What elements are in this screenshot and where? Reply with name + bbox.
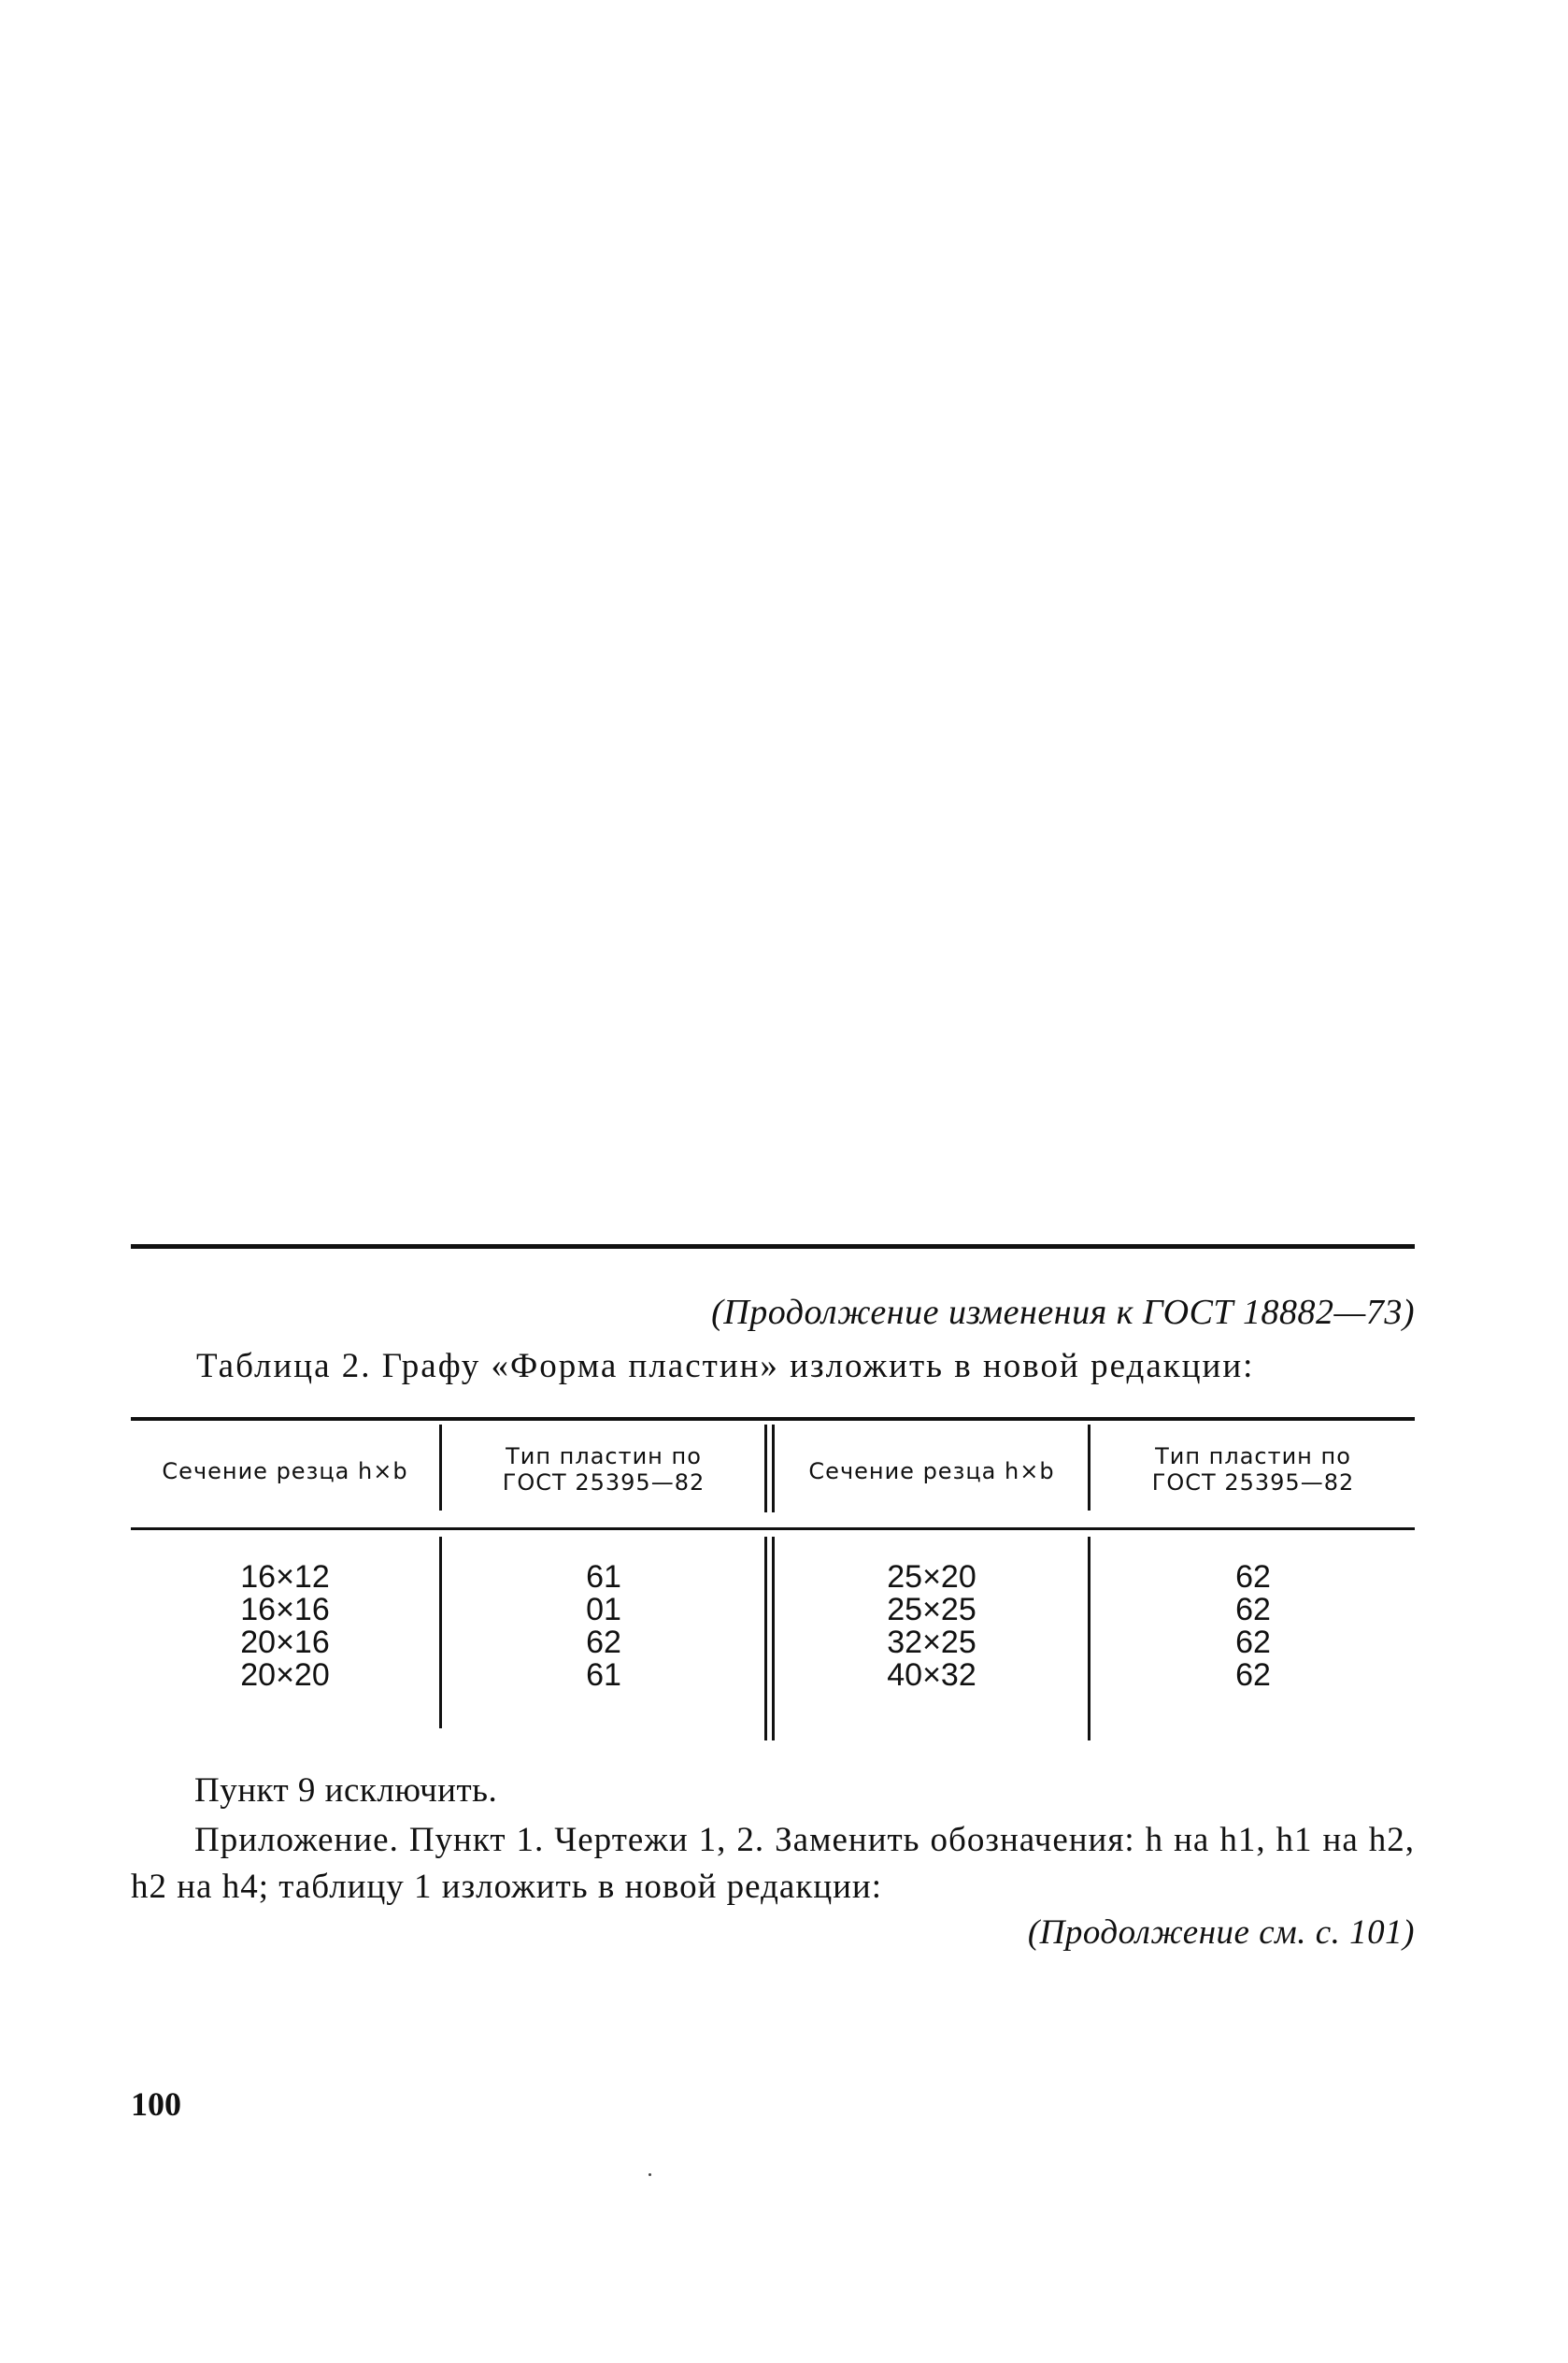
- col-separator-1b: [439, 1537, 442, 1728]
- column-section-1: [131, 1561, 439, 1692]
- table-cell: 20×20: [240, 1657, 330, 1693]
- table-cell: 62: [1235, 1559, 1271, 1595]
- page-number: 100: [131, 2085, 181, 2123]
- header-type-2-line2: ГОСТ 25395—82: [1151, 1469, 1355, 1496]
- table-cell: 25×20: [887, 1559, 976, 1595]
- col-separator-1: [439, 1425, 442, 1511]
- table-cell: 20×16: [240, 1625, 330, 1660]
- col-separator-2b: [772, 1425, 775, 1512]
- top-rule: [131, 1244, 1415, 1249]
- col-separator-2c: [764, 1537, 767, 1740]
- table-header-rule: [131, 1527, 1415, 1530]
- table-cell: 16×12: [240, 1559, 330, 1595]
- header-type-1-line2: ГОСТ 25395—82: [502, 1469, 706, 1496]
- table-cell: 25×25: [887, 1592, 976, 1627]
- table-cell: 40×32: [887, 1657, 976, 1693]
- header-section-2: Сечение резца h×b: [808, 1458, 1055, 1484]
- header-type-2-line1: Тип пластин по: [1155, 1443, 1351, 1469]
- col-separator-3b: [1088, 1537, 1090, 1740]
- continuation-header: (Продолжение изменения к ГОСТ 18882—73): [711, 1293, 1415, 1332]
- table-cell: 16×16: [240, 1592, 330, 1627]
- column-type-2: [1091, 1561, 1415, 1692]
- table-top-rule: [131, 1417, 1415, 1421]
- header-type-2: [1091, 1443, 1415, 1496]
- paragraph-point-9: Пункт 9 исключить.: [194, 1771, 498, 1810]
- col-separator-2a: [764, 1425, 767, 1512]
- column-section-2: [776, 1561, 1088, 1692]
- table-cell: 01: [586, 1592, 621, 1627]
- intro-text: Таблица 2. Графу «Форма пластин» изложить в новой редакции:: [196, 1347, 1255, 1385]
- header-section-1: Сечение резца h×b: [162, 1458, 408, 1484]
- table-cell: 61: [586, 1657, 621, 1693]
- table-cell: 62: [1235, 1592, 1271, 1627]
- col-separator-2d: [772, 1537, 775, 1740]
- table-cell: 62: [1235, 1625, 1271, 1660]
- header-type-1: [443, 1443, 764, 1496]
- table-cell: 32×25: [887, 1625, 976, 1660]
- print-speck: [649, 2173, 651, 2176]
- table-cell: 62: [586, 1625, 621, 1660]
- header-type-1-line1: Тип пластин по: [506, 1443, 702, 1469]
- col-separator-3: [1088, 1425, 1090, 1511]
- table-cell: 61: [586, 1559, 621, 1595]
- paragraph-appendix: Приложение. Пункт 1. Чертежи 1, 2. Заменить обозначения: h на h1, h1 на h2, h2 на h4; таблицу 1 изложить в новой редакции:: [131, 1821, 1415, 1906]
- table-2: [131, 1417, 1415, 1735]
- column-type-1: [443, 1561, 764, 1692]
- table-cell: 62: [1235, 1657, 1271, 1693]
- continuation-footer: (Продолжение см. с. 101): [1027, 1913, 1415, 1952]
